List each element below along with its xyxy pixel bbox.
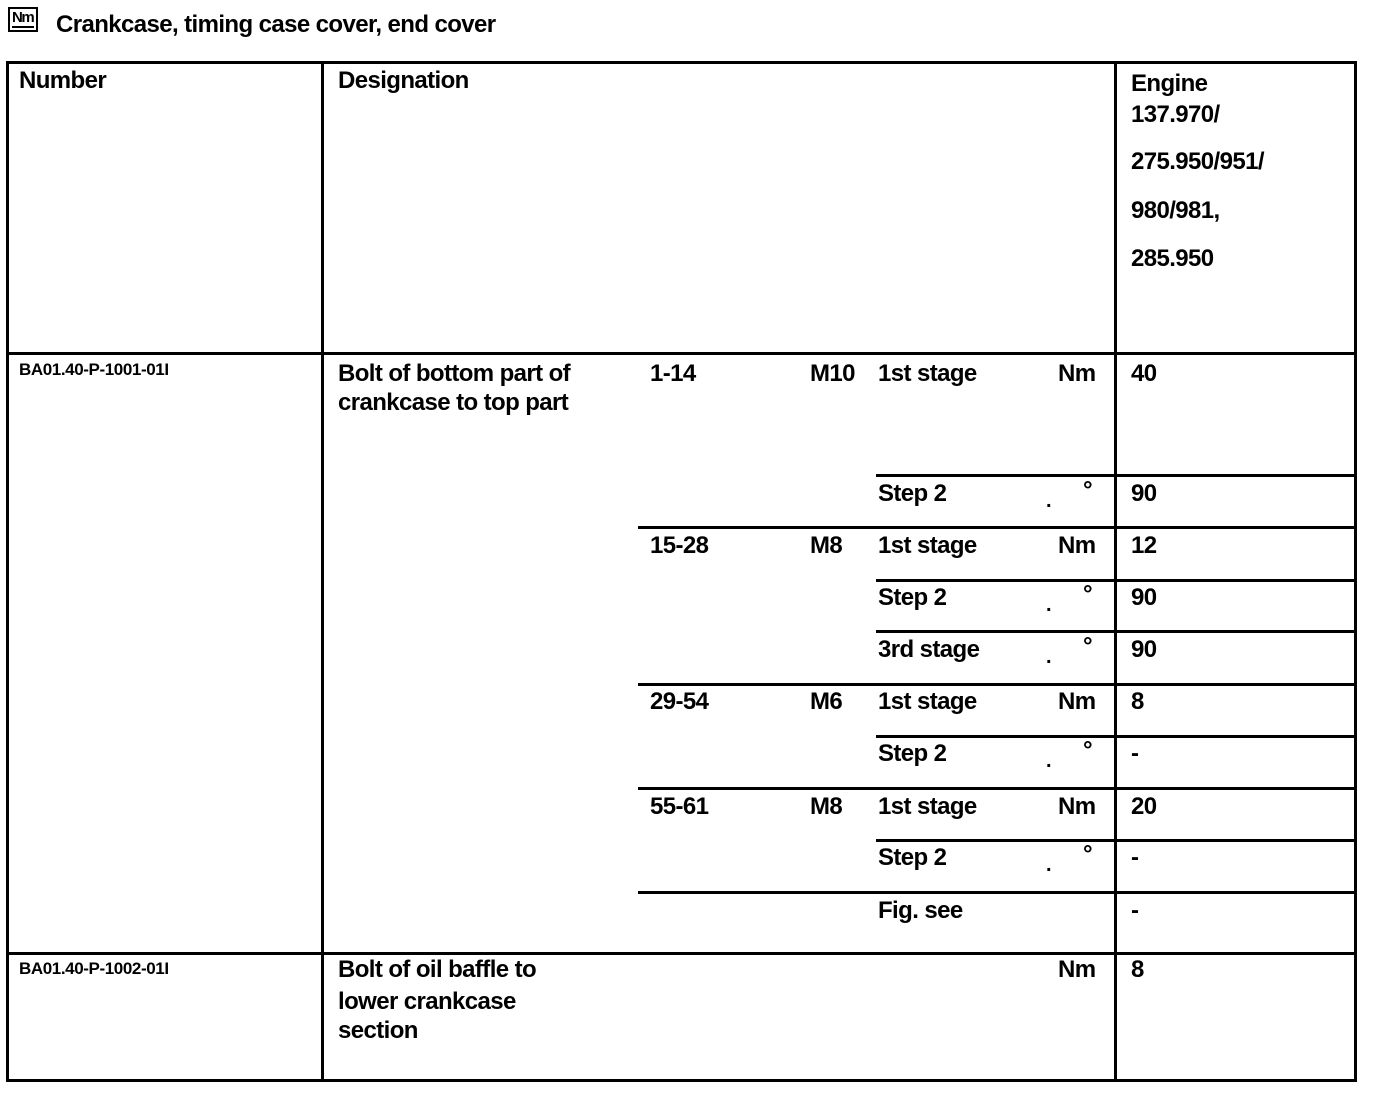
tightening-stage: Step 2: [878, 844, 947, 871]
bolt-range: 15-28: [650, 532, 709, 559]
nm-torque-icon: [8, 7, 38, 32]
unit: Nm: [1058, 532, 1096, 559]
row-designation: Bolt of oil baffle to: [338, 956, 537, 983]
subrow-divider: [876, 474, 1357, 477]
torque-value: 8: [1131, 956, 1144, 983]
tightening-stage: Fig. see: [878, 897, 963, 924]
torque-value: 12: [1131, 532, 1157, 559]
tightening-stage: 1st stage: [878, 360, 977, 387]
group-divider: [638, 787, 1357, 790]
tightening-stage: Step 2: [878, 480, 947, 507]
thread-size: M6: [810, 688, 843, 715]
dot-mark: .: [1046, 854, 1051, 876]
unit: °: [1083, 737, 1092, 764]
torque-value: -: [1131, 740, 1139, 767]
bolt-range: 29-54: [650, 688, 709, 715]
group-divider: [638, 891, 1357, 894]
torque-value: 90: [1131, 636, 1157, 663]
column-divider-engine: [1114, 61, 1117, 1082]
tightening-stage: Step 2: [878, 740, 947, 767]
table-top-border: [6, 61, 1357, 64]
table-bottom-border: [6, 1079, 1357, 1082]
engine-model-line: 980/981,: [1131, 197, 1220, 224]
table-right-border: [1354, 61, 1357, 1082]
torque-value: 40: [1131, 360, 1157, 387]
unit: Nm: [1058, 956, 1096, 983]
subrow-divider: [876, 630, 1357, 633]
subrow-divider: [876, 735, 1357, 738]
unit: Nm: [1058, 793, 1096, 820]
row-designation: crankcase to top part: [338, 389, 569, 416]
tightening-stage: 1st stage: [878, 793, 977, 820]
tightening-stage: 1st stage: [878, 532, 977, 559]
row-divider-1: [6, 952, 1357, 955]
torque-value: -: [1131, 897, 1139, 924]
tightening-stage: 1st stage: [878, 688, 977, 715]
row-designation: lower crankcase: [338, 988, 516, 1015]
group-divider: [638, 683, 1357, 686]
tightening-stage: Step 2: [878, 584, 947, 611]
torque-value: 8: [1131, 688, 1144, 715]
column-header-number: Number: [19, 67, 107, 94]
torque-value: -: [1131, 844, 1139, 871]
unit: °: [1083, 477, 1092, 504]
nm-icon-label: Nm: [12, 9, 34, 26]
dot-mark: .: [1046, 646, 1051, 668]
unit: °: [1083, 633, 1092, 660]
thread-size: M8: [810, 532, 843, 559]
torque-value: 90: [1131, 480, 1157, 507]
tightening-stage: 3rd stage: [878, 636, 980, 663]
row-designation: section: [338, 1017, 418, 1044]
column-header-designation: Designation: [338, 67, 469, 94]
unit: Nm: [1058, 688, 1096, 715]
engine-model-line: 285.950: [1131, 245, 1214, 272]
dot-mark: .: [1046, 594, 1051, 616]
subrow-divider: [876, 839, 1357, 842]
row-number: BA01.40-P-1002-01I: [19, 959, 169, 978]
bolt-range: 55-61: [650, 793, 709, 820]
bolt-range: 1-14: [650, 360, 696, 387]
page-title: Crankcase, timing case cover, end cover: [56, 11, 496, 38]
group-divider: [638, 526, 1357, 529]
table-left-border: [6, 61, 9, 1082]
column-divider-number: [321, 61, 324, 1082]
engine-model-line: 137.970/: [1131, 101, 1220, 128]
subrow-divider: [876, 579, 1357, 582]
header-row-divider: [6, 352, 1357, 355]
unit: °: [1083, 841, 1092, 868]
row-designation: Bolt of bottom part of: [338, 360, 571, 387]
unit: °: [1083, 581, 1092, 608]
dot-mark: .: [1046, 490, 1051, 512]
torque-value: 20: [1131, 793, 1157, 820]
thread-size: M10: [810, 360, 855, 387]
dot-mark: .: [1046, 750, 1051, 772]
unit: Nm: [1058, 360, 1096, 387]
row-number: BA01.40-P-1001-01I: [19, 360, 169, 379]
torque-value: 90: [1131, 584, 1157, 611]
thread-size: M8: [810, 793, 843, 820]
engine-model-line: 275.950/951/: [1131, 148, 1264, 175]
column-header-engine: Engine: [1131, 70, 1208, 97]
